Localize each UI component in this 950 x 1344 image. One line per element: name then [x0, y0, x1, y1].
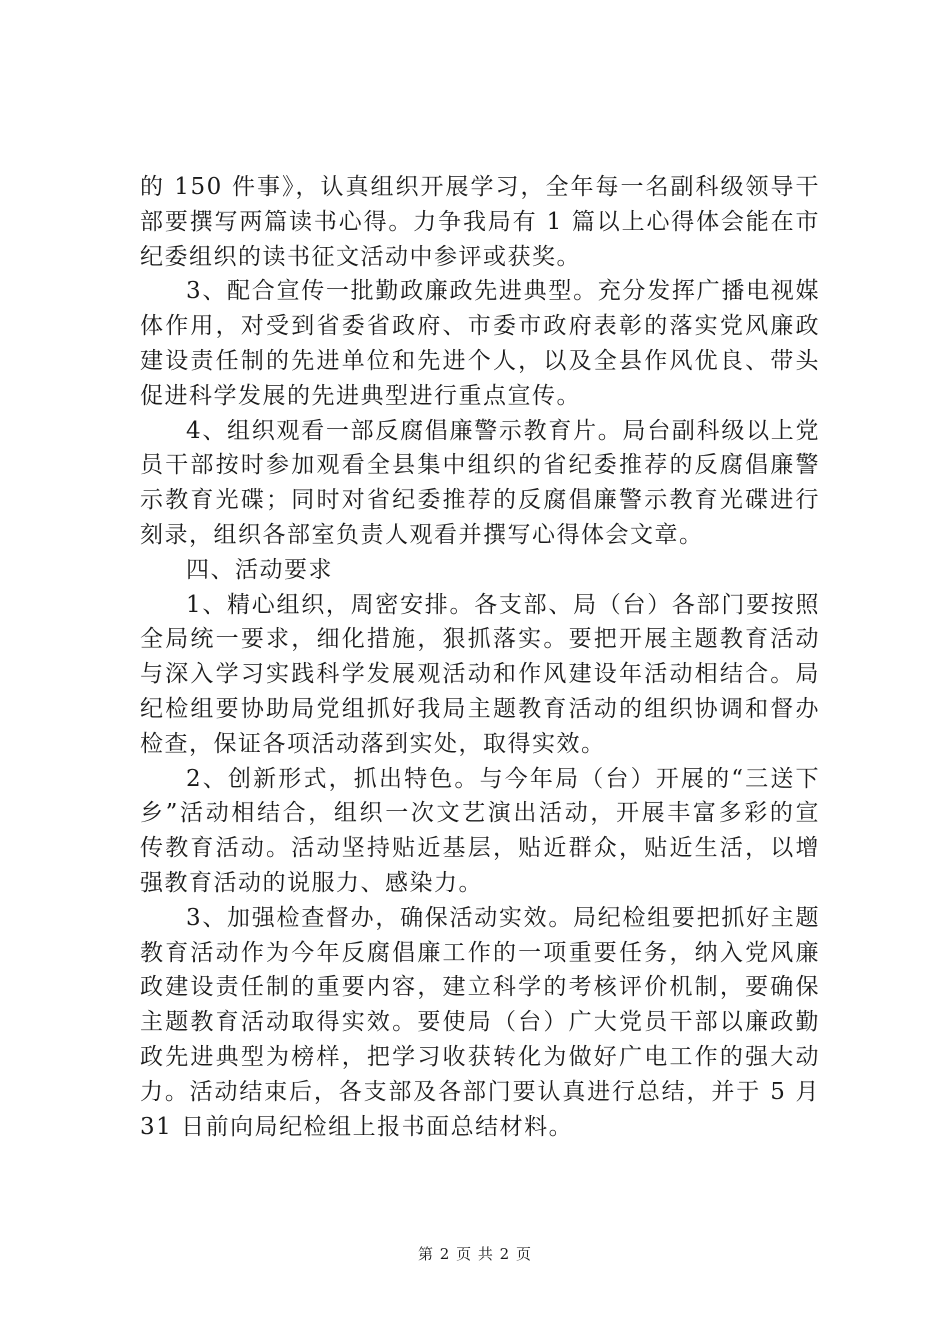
text-line: 强教育活动的说服力、感染力。 — [140, 869, 483, 896]
text-line: 教育活动作为今年反腐倡廉工作的一项重要任务，纳入党风廉 — [140, 939, 820, 966]
text-line: 纪检组要协助局党组抓好我局主题教育活动的组织协调和督办 — [140, 695, 820, 722]
text-line: 检查，保证各项活动落到实处，取得实效。 — [140, 730, 606, 757]
page-number-footer: 第 2 页 共 2 页 — [418, 1245, 532, 1263]
text-line: 31 日前向局纪检组上报书面总结材料。 — [140, 1113, 574, 1140]
text-line: 政先进典型为榜样，把学习收获转化为做好广电工作的强大动 — [140, 1043, 820, 1070]
text-line: 传教育活动。活动坚持贴近基层，贴近群众，贴近生活，以增 — [140, 835, 820, 862]
text-line: 纪委组织的读书征文活动中参评或获奖。 — [140, 243, 581, 270]
text-line: 刻录，组织各部室负责人观看并撰写心得体会文章。 — [140, 521, 704, 548]
text-line: 乡”活动相结合，组织一次文艺演出活动，开展丰富多彩的宣 — [140, 800, 820, 827]
text-line: 1、精心组织，周密安排。各支部、局（台）各部门要按照 — [186, 591, 820, 618]
text-line: 部要撰写两篇读书心得。力争我局有 1 篇以上心得体会能在市 — [140, 208, 820, 235]
text-line: 示教育光碟；同时对省纪委推荐的反腐倡廉警示教育光碟进行 — [140, 487, 820, 514]
text-line: 力。活动结束后，各支部及各部门要认真进行总结，并于 5 月 — [140, 1078, 820, 1105]
text-line: 促进科学发展的先进典型进行重点宣传。 — [140, 382, 581, 409]
document-body — [140, 170, 820, 1144]
text-line: 员干部按时参加观看全县集中组织的省纪委推荐的反腐倡廉警 — [140, 452, 820, 479]
text-line: 与深入学习实践科学发展观活动和作风建设年活动相结合。局 — [140, 661, 820, 688]
text-line: 建设责任制的先进单位和先进个人，以及全县作风优良、带头 — [140, 347, 820, 374]
text-line: 2、创新形式，抓出特色。与今年局（台）开展的“三送下 — [186, 765, 820, 792]
text-line: 3、加强检查督办，确保活动实效。局纪检组要把抓好主题 — [186, 904, 820, 931]
text-line: 政建设责任制的重要内容，建立科学的考核评价机制，要确保 — [140, 974, 820, 1001]
text-line: 3、配合宣传一批勤政廉政先进典型。充分发挥广播电视媒 — [186, 278, 820, 305]
text-line: 4、组织观看一部反腐倡廉警示教育片。局台副科级以上党 — [186, 417, 820, 444]
text-line: 全局统一要求，细化措施，狠抓落实。要把开展主题教育活动 — [140, 626, 820, 653]
section-heading: 四、活动要求 — [186, 556, 333, 583]
text-line: 体作用，对受到省委省政府、市委市政府表彰的落实党风廉政 — [140, 313, 820, 340]
text-line: 主题教育活动取得实效。要使局（台）广大党员干部以廉政勤 — [140, 1009, 820, 1036]
text-line: 的 150 件事》，认真组织开展学习，全年每一名副科级领导干 — [140, 174, 820, 200]
